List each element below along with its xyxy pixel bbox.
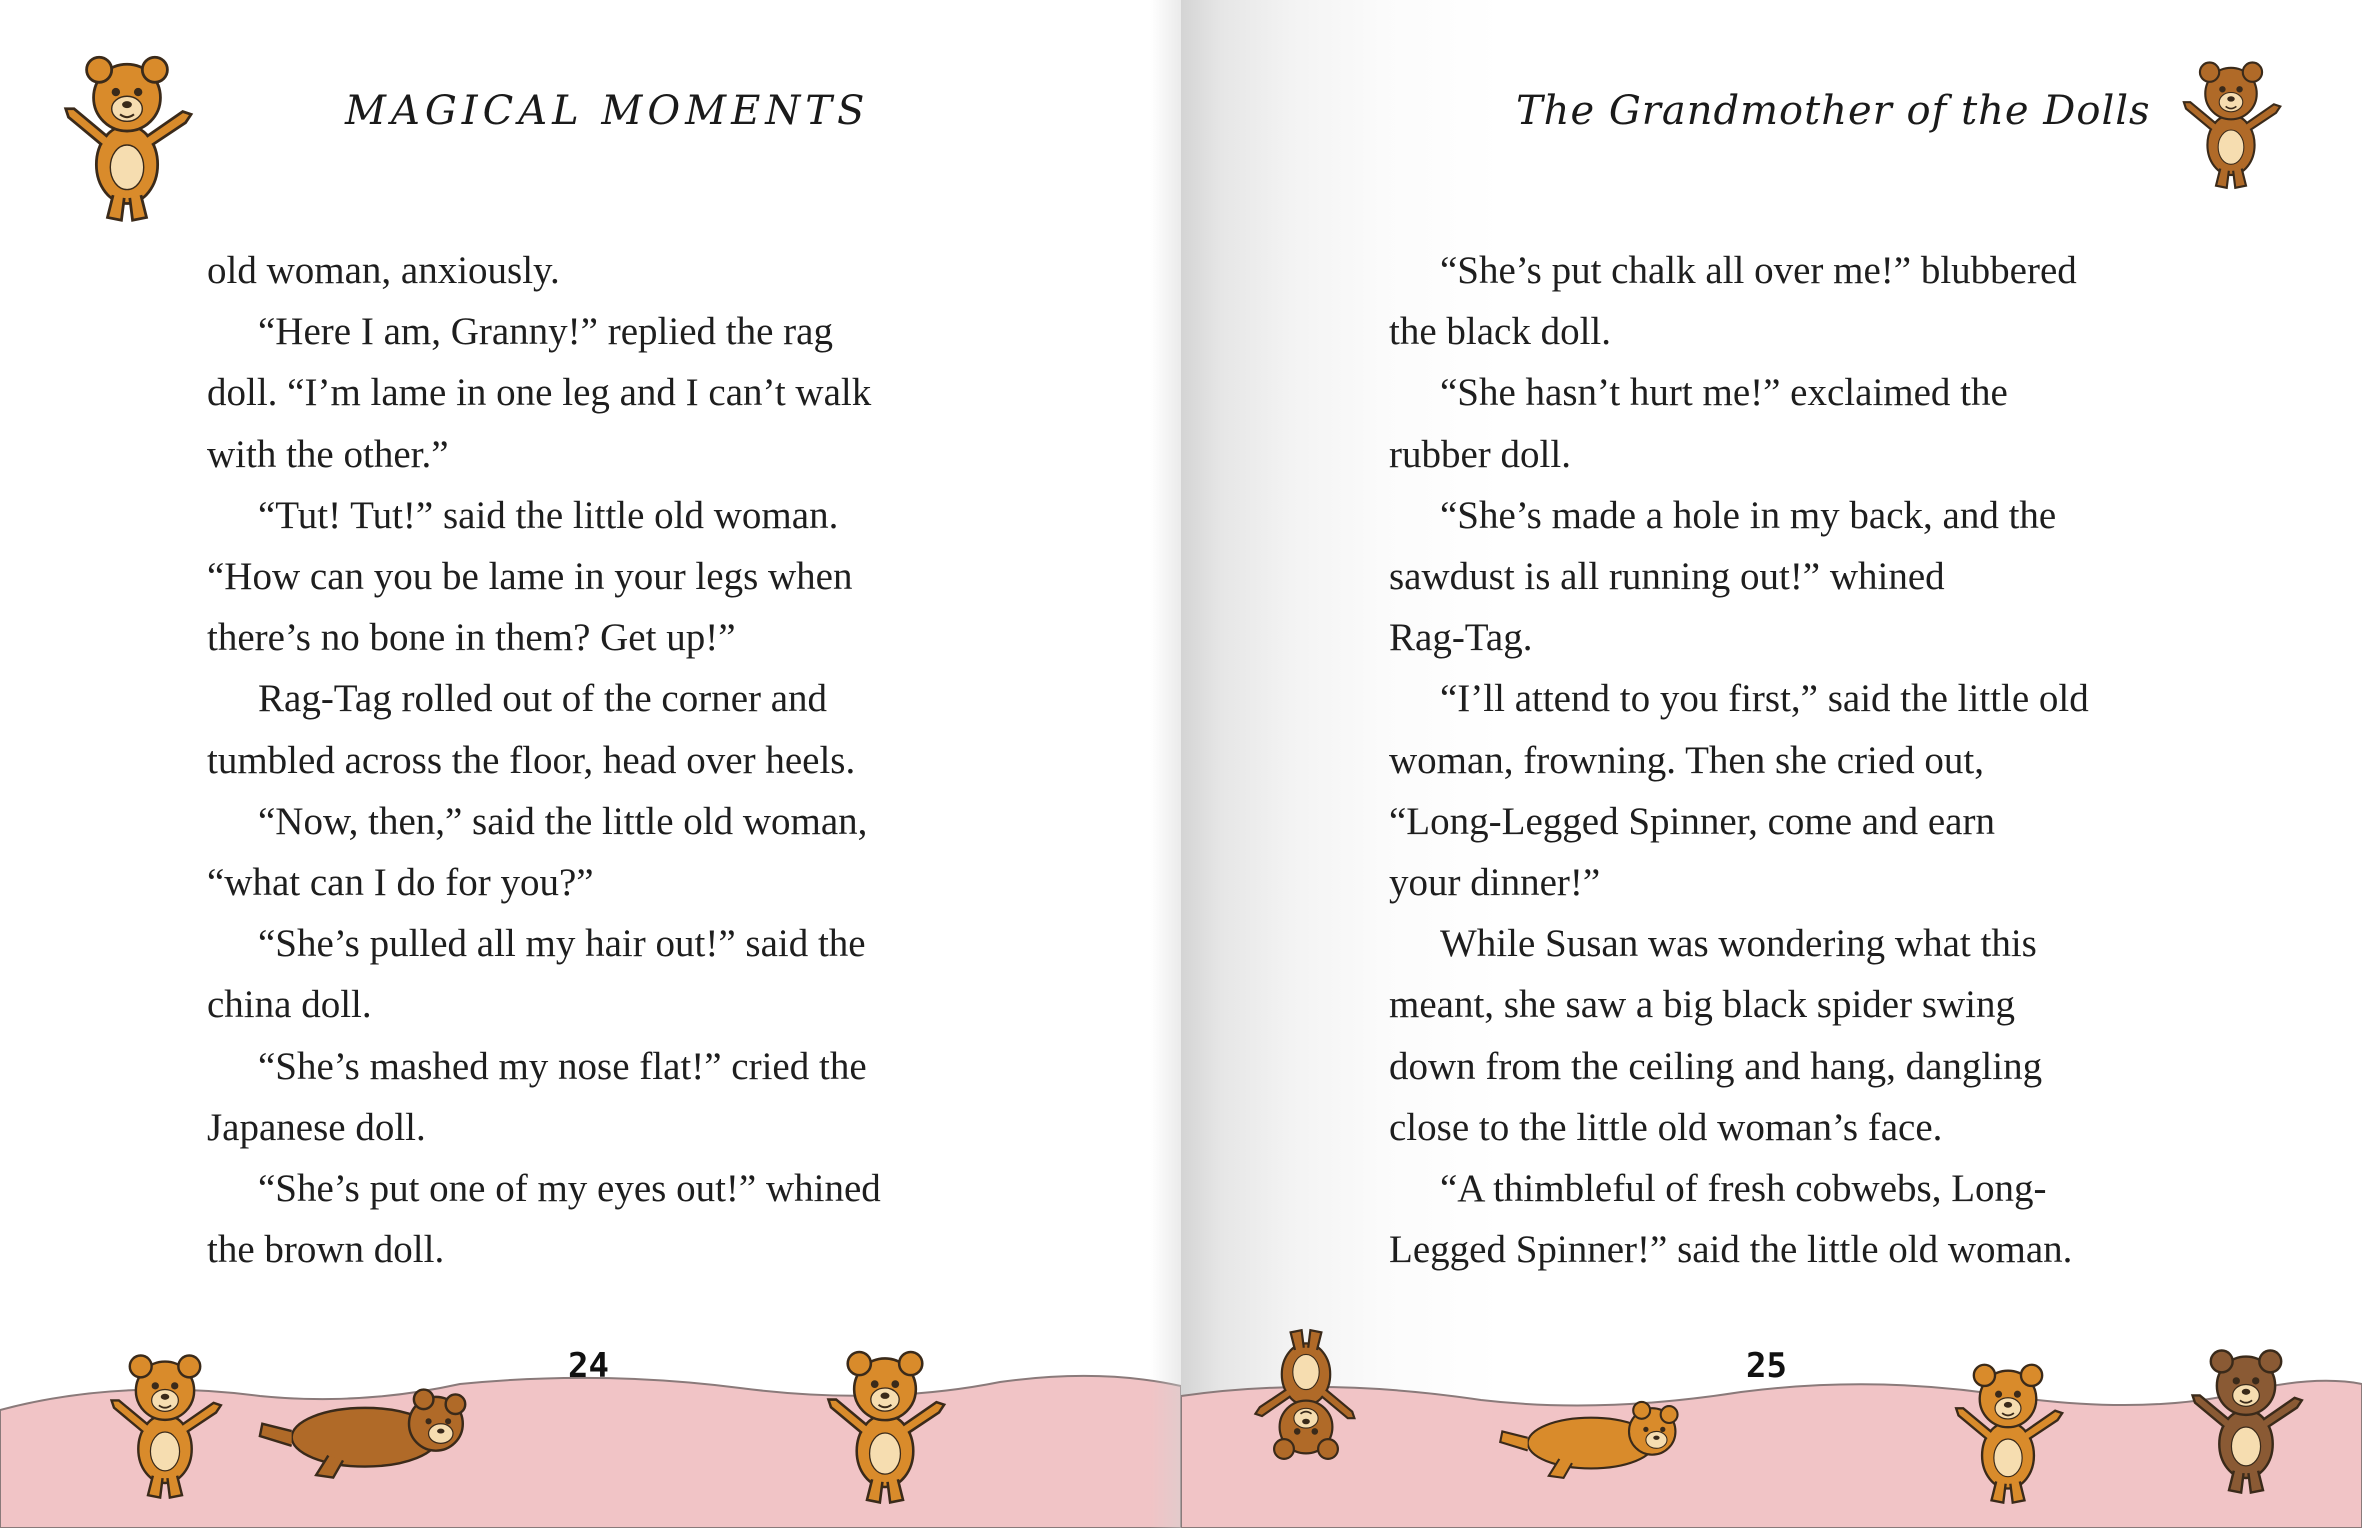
text-line: “She’s mashed my nose flat!” cried the [258,1044,867,1088]
text-line: “How can you be lame in your legs when [207,555,853,599]
text-line: with the other.” [207,432,449,476]
text-line: down from the ceiling and hang, dangling [1389,1044,2043,1088]
gutter-shadow [1150,0,1181,1528]
text-line: “She’s put chalk all over me!” blubbered [1440,249,2077,292]
teddy-bear-icon [2146,40,2316,190]
text-line: china doll. [207,983,372,1027]
text-line: tumbled across the floor, head over heels. [207,738,856,782]
page-number-left: 24 [568,1346,609,1386]
teddy-bear-icon [100,1330,230,1500]
text-line: “A thimbleful of fresh cobwebs, Long- [1440,1167,2047,1211]
text-line: the brown doll. [207,1228,445,1272]
teddy-bear-icon [1251,1310,1361,1500]
text-line: “She’s pulled all my hair out!” said the [258,922,866,966]
text-line: the black doll. [1389,310,1612,354]
text-line: Japanese doll. [207,1105,426,1149]
text-line: “what can I do for you?” [207,861,594,905]
text-line: sawdust is all running out!” whined [1389,555,1945,599]
text-line: “She hasn’t hurt me!” exclaimed the [1440,371,2008,415]
teddy-bear-icon [1938,1340,2078,1505]
text-line: old woman, anxiously. [207,249,560,292]
running-head-left: MAGICAL MOMENTS [345,88,870,134]
text-line: woman, frowning. Then she cried out, [1389,738,1984,782]
text-line: your dinner!” [1389,861,1601,905]
text-line: doll. “I’m lame in one leg and I can’t walk [207,371,872,415]
text-line: While Susan was wondering what this [1440,922,2037,966]
right-body-text [1389,240,2349,1280]
teddy-bear-icon [48,28,206,223]
text-line: there’s no bone in them? Get up!” [207,616,736,660]
text-line: rubber doll. [1389,432,1571,476]
text-line: “I’ll attend to you first,” said the little old [1440,677,2089,721]
text-line: Legged Spinner!” said the little old woman. [1389,1228,2073,1272]
text-line: “Long-Legged Spinner, come and earn [1389,799,1995,843]
page-number-right: 25 [1746,1346,1787,1386]
teddy-bear-icon [810,1325,960,1505]
running-head-right: The Grandmother of the Dolls [1516,88,2151,134]
text-line: “Tut! Tut!” said the little old woman. [258,493,839,537]
text-line: meant, she saw a big black spider swing [1389,983,2016,1027]
text-line: “She’s made a hole in my back, and the [1440,493,2057,537]
text-line: Rag-Tag. [1389,616,1533,660]
text-line: close to the little old woman’s face. [1389,1105,1943,1149]
left-body-text [207,240,967,1280]
teddy-bear-icon [2181,1325,2311,1495]
right-page [1181,0,2362,1528]
text-line: “She’s put one of my eyes out!” whined [258,1167,881,1211]
teddy-bear-icon [1496,1385,1686,1480]
text-line: Rag-Tag rolled out of the corner and [258,677,828,721]
text-line: “Now, then,” said the little old woman, [258,799,868,843]
teddy-bear-icon [255,1370,475,1480]
text-line: “Here I am, Granny!” replied the rag [258,310,833,354]
